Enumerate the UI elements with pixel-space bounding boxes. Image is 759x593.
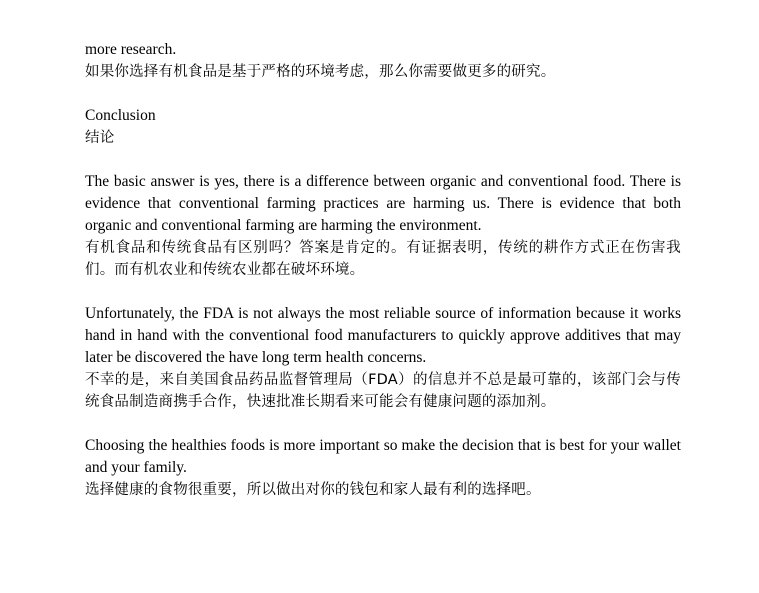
paragraph-spacer <box>85 281 681 303</box>
intro-chinese-text: 如果你选择有机食品是基于严格的环境考虑，那么你需要做更多的研究。 <box>85 64 556 80</box>
paragraph-1-english: The basic answer is yes, there is a difference between organic and conventional food. There is evidence that conventional farming practices are harming us. There is evidence that both organic and conventional farming are harming the environment. <box>85 173 681 234</box>
paragraph-spacer <box>85 149 681 171</box>
paragraph-3-chinese: 选择健康的食物很重要，所以做出对你的钱包和家人最有利的选择吧。 <box>85 482 541 498</box>
document-page <box>85 39 681 501</box>
paragraph-2-chinese: 不幸的是，来自美国食品药品监督管理局（FDA）的信息并不总是最可靠的，该部门会与传统食品制造商携手合作，快速批准长期看来可能会有健康问题的添加剂。 <box>85 372 681 410</box>
paragraph-3-english: Choosing the healthies foods is more important so make the decision that is best for your wallet and your family. <box>85 437 681 476</box>
paragraph-2-english: Unfortunately, the FDA is not always the most reliable source of information because it works hand in hand with the conventional food manufacturers to quickly approve additives that may later be discovered the have long term health concerns. <box>85 305 681 366</box>
conclusion-heading-chinese: 结论 <box>85 130 115 146</box>
conclusion-heading-english: Conclusion <box>85 107 156 124</box>
intro-english-text: more research. <box>85 41 177 58</box>
paragraph-1-chinese: 有机食品和传统食品有区别吗？答案是肯定的。有证据表明，传统的耕作方式正在伤害我们。而有机农业和传统农业都在破坏环境。 <box>85 240 681 278</box>
paragraph-spacer <box>85 413 681 435</box>
paragraph-spacer <box>85 83 681 105</box>
